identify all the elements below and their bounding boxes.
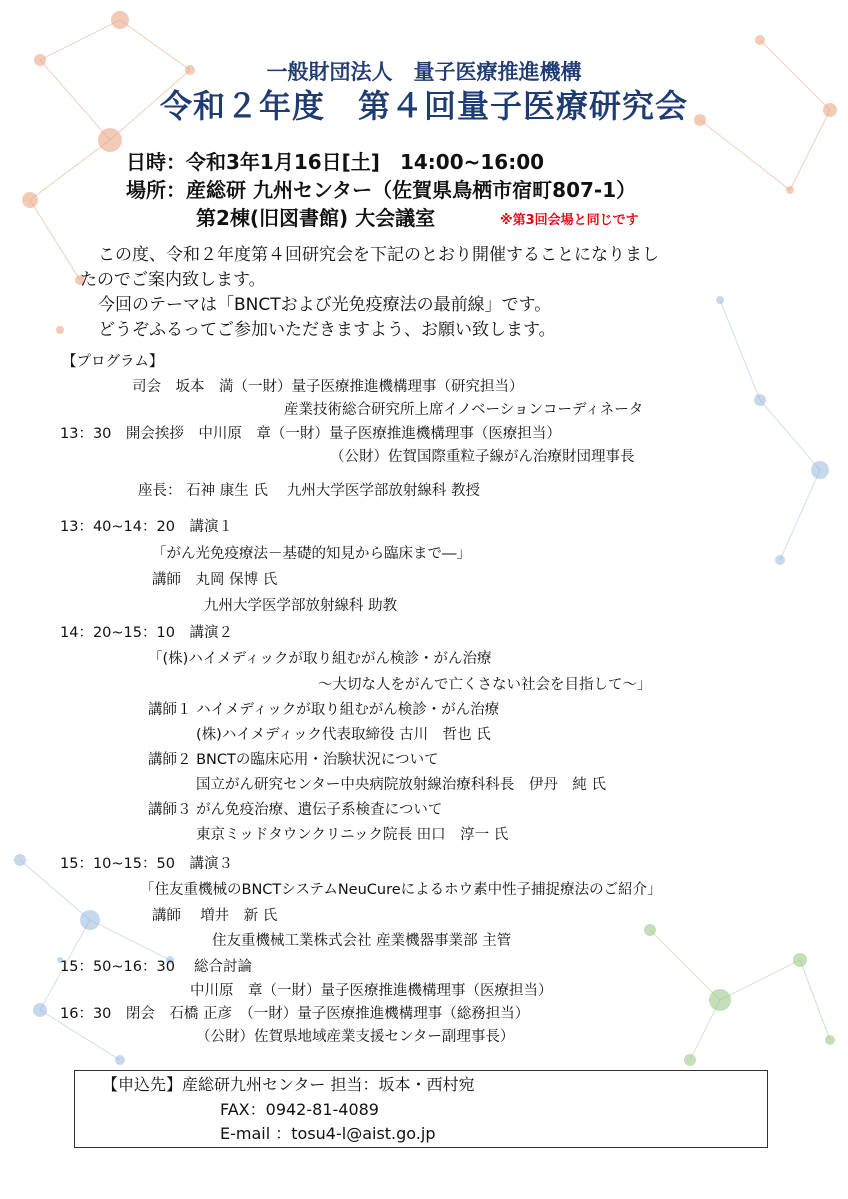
- program-line: 「がん光免疫療法－基礎的知見から臨床まで―」: [152, 546, 471, 562]
- program-line: 東京ミッドタウンクリニック院長 田口 淳一 氏: [196, 827, 509, 843]
- program-line: 「住友重機械のBNCTシステムNeuCureによるホウ素中性子捕捉療法のご紹介」: [140, 882, 662, 898]
- program-line: 講師 丸岡 保博 氏: [152, 572, 278, 588]
- program-line: 産業技術総合研究所上席イノベーションコーディネータ: [284, 402, 644, 418]
- organization-name: 一般財団法人 量子医療推進機構: [266, 60, 582, 84]
- program-line: 13：40~14：20 講演１: [60, 519, 233, 535]
- program-heading: 【プログラム】: [62, 354, 164, 370]
- program-line: (株)ハイメディック代表取締役 古川 哲也 氏: [196, 727, 491, 743]
- event-room: 第2棟(旧図書館) 大会議室: [196, 206, 436, 230]
- intro-line-4: どうぞふるってご参加いただきますよう、お願い致します。: [98, 320, 556, 340]
- program-line: 中川原 章（一財）量子医療推進機構理事（医療担当）: [190, 983, 553, 999]
- program-line: 講師２ BNCTの臨床応用・治験状況について: [148, 752, 439, 768]
- event-venue: 場所：産総研 九州センター（佐賀県鳥栖市宿町807-1）: [126, 178, 637, 202]
- contact-line: 【申込先】産総研九州センター 担当：坂本・西村宛: [102, 1075, 475, 1094]
- program-line: （公財）佐賀国際重粒子線がん治療財団理事長: [330, 449, 635, 465]
- program-line: 住友重機械工業株式会社 産業機器事業部 主管: [212, 933, 512, 949]
- room-note: ※第3回会場と同じです: [500, 213, 639, 228]
- program-line: 13：30 開会挨拶 中川原 章（一財）量子医療推進機構理事（医療担当）: [60, 426, 561, 442]
- program-line: 16：30 閉会 石橋 正彦 （一財）量子医療推進機構理事（総務担当）: [60, 1006, 530, 1022]
- program-line: 「(株)ハイメディックが取り組むがん検診・がん治療: [148, 651, 492, 667]
- intro-line-2: たのでご案内致します。: [80, 270, 266, 290]
- contact-email: E-mail ：tosu4-l@aist.go.jp: [220, 1124, 436, 1143]
- contact-fax: FAX：0942-81-4089: [220, 1100, 379, 1119]
- program-line: 講師３ がん免疫治療、遺伝子系検査について: [148, 802, 443, 818]
- program-line: ～大切な人をがんで亡くさない社会を目指して～」: [318, 677, 652, 693]
- page-title: 令和２年度 第４回量子医療研究会: [159, 87, 688, 125]
- program-line: 座長： 石神 康生 氏 九州大学医学部放射線科 教授: [138, 483, 481, 499]
- program-line: 15：50~16：30 総合討論: [60, 959, 253, 975]
- program-line: （公財）佐賀県地域産業支援センター副理事長）: [196, 1029, 515, 1045]
- event-datetime: 日時：令和3年1月16日[土] 14:00~16:00: [126, 150, 545, 174]
- program-line: 15：10~15：50 講演３: [60, 856, 233, 872]
- program-line: 講師１ ハイメディックが取り組むがん検診・がん治療: [148, 702, 500, 718]
- program-line: 九州大学医学部放射線科 助教: [204, 598, 398, 614]
- program-line: 司会 坂本 満（一財）量子医療推進機構理事（研究担当）: [132, 379, 524, 395]
- program-line: 14：20~15：10 講演２: [60, 625, 233, 641]
- program-line: 講師 増井 新 氏: [152, 908, 278, 924]
- program-line: 国立がん研究センター中央病院放射線治療科科長 伊丹 純 氏: [196, 777, 607, 793]
- intro-line-1: この度、令和２年度第４回研究会を下記のとおり開催することになりまし: [98, 245, 659, 265]
- intro-line-3: 今回のテーマは「BNCTおよび光免疫療法の最前線」です。: [98, 295, 552, 315]
